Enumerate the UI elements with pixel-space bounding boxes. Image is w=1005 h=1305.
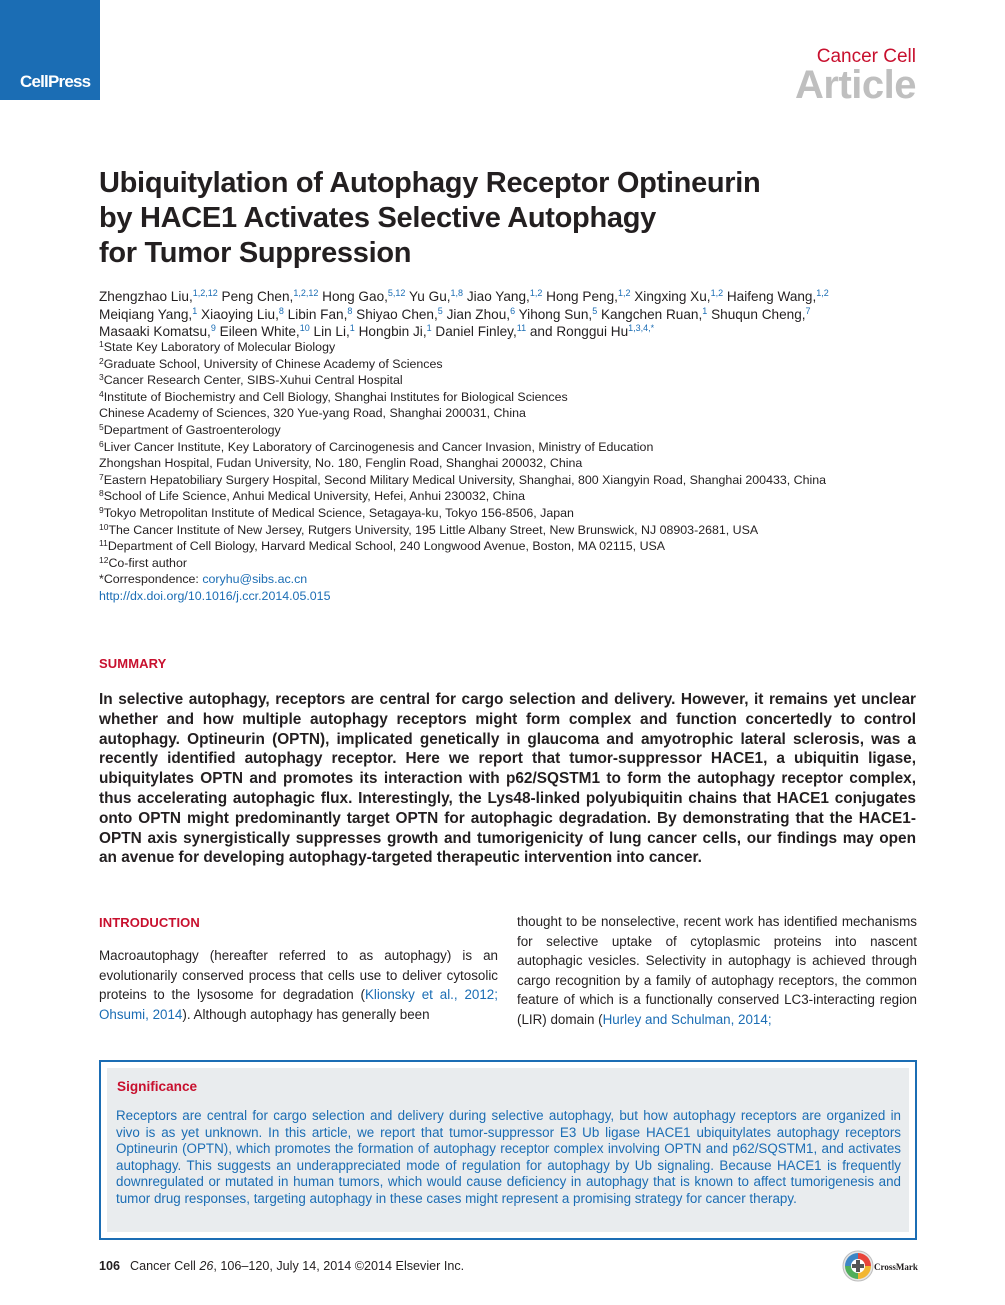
intro-text: ). Although autophagy has generally been — [182, 1006, 430, 1022]
affiliation-text: State Key Laboratory of Molecular Biology — [103, 340, 336, 354]
author-affiliation-marker: 9 — [210, 323, 216, 334]
author-affiliation-marker: 7 — [805, 305, 811, 316]
author-name — [546, 289, 630, 304]
author-affiliation-marker: 10 — [299, 323, 310, 334]
author-affiliation-marker: 5 — [437, 305, 443, 316]
page-number: 106 — [99, 1259, 121, 1273]
significance-text: Receptors are central for cargo selection and delivery during selective autophagy, but how autophagy receptors are organized in vivo is as yet unknown. In this article, we report that tumor-suppressor E3 Ub ligase HACE1 ubiquitylates autophagy receptors Optineurin (OPTN), which promotes the formation of autophagy receptor complex involving OPTN and p62/SQSTM1, and activates autophagy. This suggests an underappreciated mode of regulation for autophagy by Ub signaling. Because HACE1 is frequently downregulated or mutated in human tumors, which would cause deficiency in autophagy that is known to affect tumorigenesis and tumor drug responses, targeting autophagy in these cases might represent a promising strategy for cancer therapy. — [116, 1108, 901, 1206]
affiliation-item — [99, 405, 929, 422]
author-affiliation-marker: 1,2 — [617, 288, 631, 298]
author-name-text: Hongbin Ji, — [358, 324, 427, 340]
affiliation-item — [99, 538, 929, 555]
author-name-text: Kangchen Ruan, — [600, 306, 703, 322]
article-type: Article — [795, 63, 916, 107]
affiliation-item — [99, 422, 929, 439]
crossmark-label: CrossMark — [874, 1262, 918, 1272]
summary-text: In selective autophagy, receptors are central for cargo selection and delivery. However, it remains yet unclear whether and how multiple autophagy receptors might form complex and function concertedly to control autophagy. Optineurin (OPTN), implicated genetically in glaucoma and amyotrophic lateral sclerosis, was a recently identified autophagy receptor. Here we report that tumor-suppressor HACE1, a ubiquitin ligase, ubiquitylates OPTN and promotes its interaction with p62/SQSTM1 to form the autophagy receptor complex, thus accelerating autophagic flux. Interestingly, the Lys48-linked polyubiquitin chains that HACE1 conjugates onto OPTN might predominantly target OPTN for autophagic degradation. By demonstrating that the HACE1-OPTN axis synergistically suppresses growth and tumorigenicity of lung cancer cells, our findings may open an avenue for developing autophagy-targeted therapeutic intervention into cancer. — [99, 691, 916, 867]
title-line: for Tumor Suppression — [99, 237, 412, 269]
author-name-text: Masaaki Komatsu, — [99, 324, 211, 340]
intro-column-right — [517, 912, 917, 1030]
author-name — [220, 324, 310, 339]
affiliation-item — [99, 522, 929, 539]
author-name-text: Libin Fan, — [287, 306, 348, 322]
author-name-text: Hong Peng, — [546, 289, 618, 304]
affiliation-number: 10 — [99, 521, 109, 532]
author-name — [201, 307, 284, 322]
affiliation-item — [99, 472, 929, 489]
author-name — [99, 289, 218, 304]
author-name-text: Shiyao Chen, — [356, 306, 438, 322]
author-affiliation-marker: 1,2 — [529, 288, 543, 298]
page-footer — [99, 1259, 464, 1273]
author-affiliation-marker: 1 — [349, 323, 355, 334]
author-name — [447, 307, 516, 322]
correspondence-label: *Correspondence: — [99, 572, 203, 587]
author-name-text: Haifeng Wang, — [726, 289, 817, 304]
affiliation-item — [99, 339, 929, 356]
affiliation-list — [99, 339, 929, 605]
author-name-text: Zhengzhao Liu, — [99, 289, 193, 304]
affiliation-text: The Cancer Institute of New Jersey, Rutgers University, 195 Little Albany Street, New Brunswick, NJ 08903-2681, USA — [108, 522, 759, 537]
author-name-text: Meiqiang Yang, — [99, 306, 193, 322]
article-title — [99, 166, 899, 271]
author-list — [99, 288, 929, 341]
affiliation-number: 12 — [99, 554, 109, 565]
author-name — [727, 289, 829, 304]
affiliation-item — [99, 439, 929, 456]
affiliation-number: 1 — [99, 339, 104, 349]
author-name — [322, 289, 405, 304]
affiliation-item — [99, 455, 929, 472]
affiliation-text: Tokyo Metropolitan Institute of Medical Science, Setagaya-ku, Tokyo 156-8506, Japan — [103, 505, 574, 520]
author-affiliation-marker: 8 — [347, 305, 353, 316]
author-name — [409, 289, 463, 304]
author-name-text: Peng Chen, — [221, 289, 294, 304]
title-line: Ubiquitylation of Autophagy Receptor Optineurin — [99, 167, 761, 199]
author-affiliation-marker: 1,2 — [710, 288, 724, 298]
footer-citation-rest: , 106–120, July 14, 2014 ©2014 Elsevier Inc. — [213, 1259, 465, 1273]
author-name-text: Xiaoying Liu, — [201, 306, 279, 322]
affiliation-text: Department of Cell Biology, Harvard Medical School, 240 Longwood Avenue, Boston, MA 02115, USA — [107, 539, 666, 554]
affiliation-item — [99, 356, 929, 373]
author-name-text: Jian Zhou, — [446, 306, 511, 322]
affiliation-number: 5 — [99, 421, 104, 432]
author-name — [356, 307, 443, 322]
affiliation-item — [99, 505, 929, 522]
author-affiliation-marker: 1 — [192, 305, 198, 316]
author-name-text: and Ronggui Hu — [529, 324, 629, 340]
crossmark-icon[interactable] — [842, 1250, 874, 1282]
author-name-text: Xingxing Xu, — [634, 289, 711, 304]
author-name-text: Eileen White, — [219, 324, 300, 340]
correspondence-email-link[interactable]: coryhu@sibs.ac.cn — [202, 572, 308, 587]
author-affiliation-marker: 1,3,4,* — [628, 323, 655, 334]
author-affiliation-marker: 11 — [516, 323, 527, 334]
author-affiliation-marker: 1,2 — [816, 288, 829, 298]
author-name — [530, 324, 654, 339]
author-name — [634, 289, 723, 304]
footer-citation: Cancer Cell — [130, 1259, 200, 1273]
intro-column-left — [99, 946, 498, 1024]
significance-heading: Significance — [117, 1079, 198, 1094]
author-name — [601, 307, 707, 322]
author-name — [288, 307, 353, 322]
journal-name: Cancer Cell — [816, 46, 916, 67]
author-name — [467, 289, 543, 304]
affiliation-text: Department of Gastroenterology — [103, 422, 281, 437]
author-name — [435, 324, 526, 339]
affiliation-text: Graduate School, University of Chinese Academy of Sciences — [103, 356, 443, 371]
author-name-text: Yihong Sun, — [518, 306, 593, 322]
author-name-text: Yu Gu, — [408, 289, 451, 304]
affiliation-text: Co-first author — [108, 555, 187, 570]
affiliation-item — [99, 488, 929, 505]
cellpress-logo: CellPress — [20, 72, 91, 91]
affiliation-text: Liver Cancer Institute, Key Laboratory of Carcinogenesis and Cancer Invasion, Ministry of Education — [103, 439, 654, 454]
author-name — [99, 324, 216, 339]
affiliation-number: 6 — [99, 438, 104, 449]
author-affiliation-marker: 1 — [426, 323, 432, 334]
author-name-text: Shuqun Cheng, — [711, 306, 806, 322]
footer-volume: 26 — [199, 1259, 214, 1273]
affiliation-item — [99, 372, 929, 389]
affiliation-text: Institute of Biochemistry and Cell Biology, Shanghai Institutes for Biological Sciences — [103, 389, 568, 404]
citation-link[interactable]: Hurley and Schulman, 2014; — [602, 1011, 772, 1027]
affiliation-number: 11 — [99, 538, 108, 549]
author-affiliation-marker: 5,12 — [387, 288, 406, 298]
doi-link[interactable]: http://dx.doi.org/10.1016/j.ccr.2014.05.015 — [99, 588, 331, 603]
author-affiliation-marker: 1,2,12 — [293, 288, 319, 298]
affiliation-number: 4 — [99, 388, 104, 399]
intro-text: Macroautophagy (hereafter referred to as autophagy) is an evolutionarily conserved process that cells use to deliver cytosolic proteins to the lysosome for degradation ( — [99, 948, 498, 1003]
author-name-text: Hong Gao, — [322, 289, 388, 304]
author-affiliation-marker: 6 — [510, 305, 516, 316]
author-name — [99, 307, 197, 322]
author-affiliation-marker: 1,8 — [450, 288, 464, 298]
citation-link[interactable]: Klionsky et al., 2012; Ohsumi, 2014 — [99, 987, 498, 1022]
affiliation-text: Cancer Research Center, SIBS-Xuhui Central Hospital — [103, 373, 403, 388]
affiliation-number: 9 — [99, 504, 104, 515]
affiliation-item — [99, 389, 929, 406]
affiliation-number: 8 — [99, 488, 104, 499]
affiliation-item — [99, 555, 929, 572]
author-affiliation-marker: 1 — [702, 305, 708, 316]
author-name — [314, 324, 355, 339]
author-name — [359, 324, 432, 339]
introduction-heading: INTRODUCTION — [99, 915, 200, 930]
author-name — [222, 289, 319, 304]
affiliation-number: 7 — [99, 471, 104, 482]
author-name-text: Lin Li, — [313, 324, 350, 340]
author-name-text: Daniel Finley, — [435, 324, 517, 340]
author-affiliation-marker: 5 — [592, 305, 598, 316]
author-affiliation-marker: 1,2,12 — [192, 288, 218, 298]
affiliation-text: Chinese Academy of Sciences, 320 Yue-yang Road, Shanghai 200031, China — [99, 406, 526, 421]
intro-text: thought to be nonselective, recent work has identified mechanisms for selective uptake of cytoplasmic proteins into nascent autophagic vesicles. Selectivity in autophagy is achieved through cargo recognition by a family of autophagy receptors, the common feature of which is a functionally conserved LC3-interacting region (LIR) domain ( — [517, 914, 917, 1027]
affiliation-number: 2 — [99, 355, 104, 366]
affiliation-number: 3 — [99, 372, 104, 383]
correspondence-line — [99, 571, 929, 588]
title-line: by HACE1 Activates Selective Autophagy — [99, 202, 656, 234]
affiliation-text: School of Life Science, Anhui Medical University, Hefei, Anhui 230032, China — [103, 489, 526, 504]
author-name-text: Jiao Yang, — [466, 289, 530, 304]
author-name — [519, 307, 598, 322]
author-name — [711, 307, 811, 322]
affiliation-text: Eastern Hepatobiliary Surgery Hospital, Second Military Medical University, Shanghai, 800 Xiangyin Road, Shanghai 200433, China — [103, 472, 827, 487]
summary-heading: SUMMARY — [99, 656, 167, 671]
author-affiliation-marker: 8 — [278, 305, 284, 316]
affiliation-text: Zhongshan Hospital, Fudan University, No. 180, Fenglin Road, Shanghai 200032, China — [99, 456, 583, 471]
